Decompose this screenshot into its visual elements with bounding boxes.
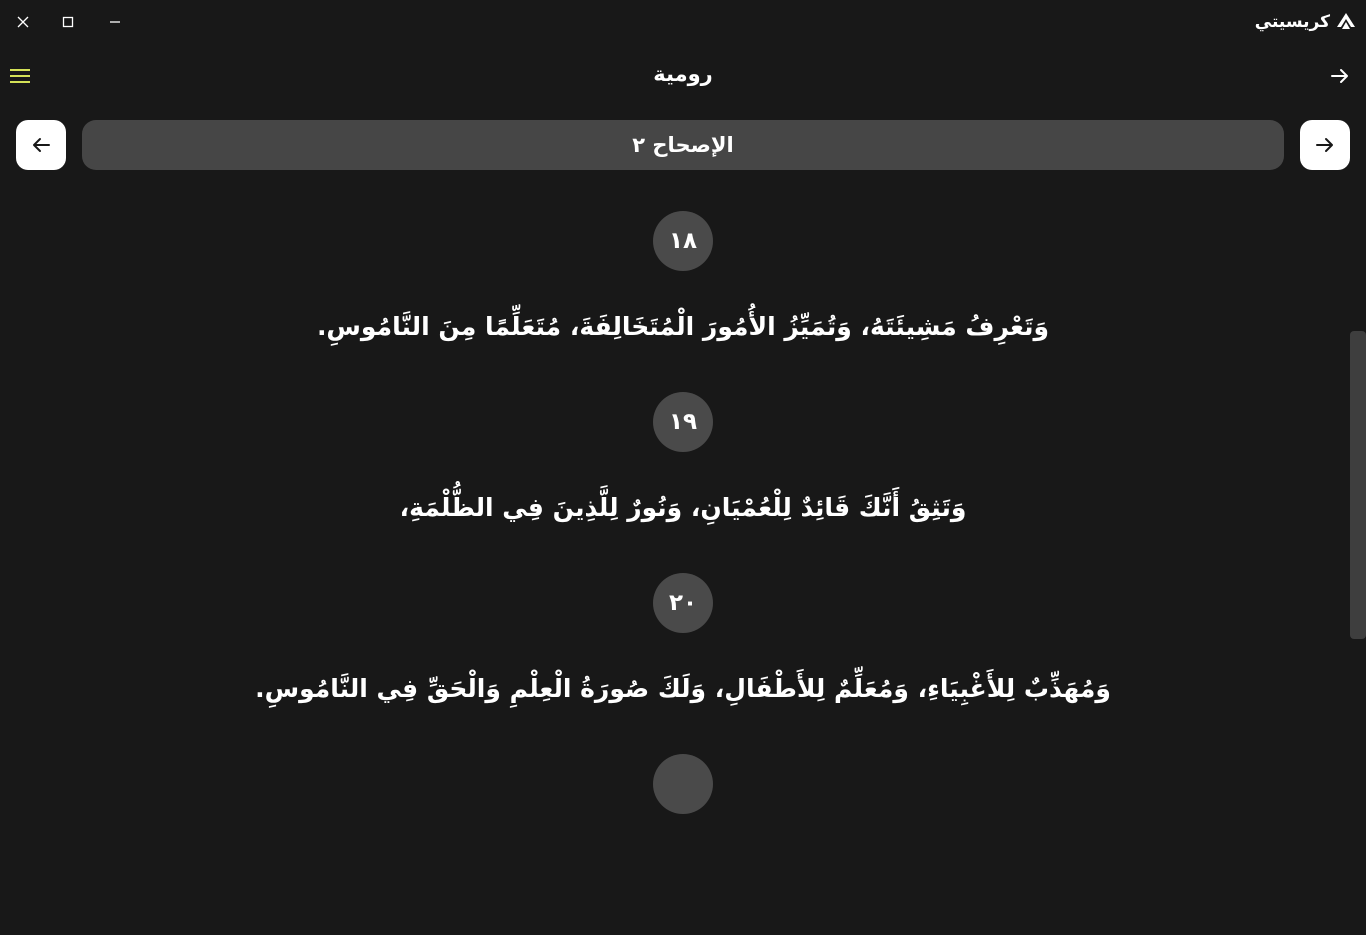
verse-number-badge: ١٩	[653, 392, 713, 452]
previous-chapter-button[interactable]	[1300, 120, 1350, 170]
back-button[interactable]	[1326, 62, 1354, 90]
book-title: رومية	[653, 62, 713, 86]
verse-number-badge: ١٨	[653, 211, 713, 271]
arrow-right-icon	[1330, 66, 1350, 86]
verse-number-badge	[653, 754, 713, 814]
chapter-label: الإصحاح ٢	[632, 133, 734, 157]
close-window-button[interactable]	[7, 6, 39, 38]
title-bar	[0, 0, 1366, 44]
scrollbar[interactable]	[1350, 331, 1366, 639]
minimize-icon	[108, 15, 122, 29]
app-name-label: كريسيتي	[1254, 12, 1330, 32]
maximize-icon	[61, 15, 75, 29]
verse-number-badge: ٢٠	[653, 573, 713, 633]
verse-item[interactable]	[0, 211, 1346, 392]
verse-list	[0, 211, 1346, 935]
minimize-window-button[interactable]	[99, 6, 131, 38]
verse-text: وَتَعْرِفُ مَشِيئَتَهُ، وَتُمَيِّزُ الأُمُورَ الْمُتَخَالِفَةَ، مُتَعَلِّمًا مِنَ النَّامُوسِ.	[316, 312, 1050, 341]
arrow-left-icon	[31, 135, 51, 155]
verse-text: وَمُهَذِّبٌ لِلأَغْبِيَاءِ، وَمُعَلِّمٌ لِلأَطْفَالِ، وَلَكَ صُورَةُ الْعِلْمِ وَالْحَقِّ فِي النَّامُوسِ.	[255, 674, 1111, 703]
verse-text: وَتَثِقُ أَنَّكَ قَائِدٌ لِلْعُمْيَانِ، وَنُورٌ لِلَّذِينَ فِي الظُّلْمَةِ،	[399, 493, 967, 522]
app-title	[1255, 10, 1356, 34]
app-logo-icon	[1336, 12, 1356, 32]
close-icon	[16, 15, 30, 29]
arrow-right-icon	[1315, 135, 1335, 155]
verse-item-partial[interactable]	[0, 754, 1346, 935]
verse-item[interactable]	[0, 392, 1346, 573]
next-chapter-button[interactable]	[16, 120, 66, 170]
maximize-window-button[interactable]	[52, 6, 84, 38]
chapter-selector[interactable]	[82, 120, 1284, 170]
reader-header	[0, 54, 1366, 98]
verse-item[interactable]	[0, 573, 1346, 754]
